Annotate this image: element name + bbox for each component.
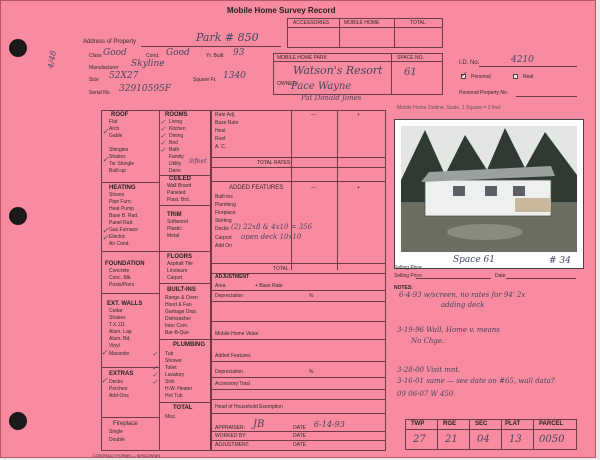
roof-item: Flat: [109, 119, 118, 125]
foundation-item: Conc. Blk.: [109, 275, 132, 281]
parcel-value-sec: 04: [477, 434, 490, 445]
heating-check: ✓: [102, 233, 109, 242]
rate-item: A. C.: [215, 144, 227, 150]
room-item: Dining: [169, 133, 184, 139]
extras-heading: EXTRAS: [109, 371, 134, 377]
adjustment-date-label: DATE: [293, 442, 306, 448]
depreciation2-pct: %: [309, 369, 314, 375]
extras-item: Add-Ons: [109, 393, 129, 399]
room-item: Kitchen: [169, 126, 186, 132]
appraiser-label: APPRAISER:: [215, 425, 246, 431]
parcel-value-plat: 13: [509, 434, 522, 445]
roof-item: Built-up: [109, 168, 126, 174]
heating-item: Gas Furnace: [109, 227, 138, 233]
punch-hole: [9, 207, 27, 225]
note-line: No Chge.: [411, 337, 445, 345]
selling-price-label-1: Selling Price: [394, 265, 422, 271]
extras-item: Porches: [109, 386, 128, 392]
heating-check: ✓: [102, 226, 109, 235]
built-in-item: Garbage Disp.: [165, 309, 198, 315]
plumbing-item: Tub: [165, 351, 174, 357]
carport-note: open deck 10x10: [241, 233, 302, 241]
room-check: ✓: [160, 125, 166, 133]
features-minus: —: [311, 185, 316, 191]
plumbing-item: Hot Tub: [165, 393, 183, 399]
yrbuilt-label: Yr. Built: [206, 53, 224, 59]
rate-minus: —: [311, 112, 316, 118]
feature-item: Add On: [215, 243, 232, 249]
sqft-label: Square Ft.: [193, 77, 217, 83]
real-checkbox[interactable]: [513, 74, 518, 79]
trim-heading: TRIM: [167, 212, 182, 218]
feature-item: Plumbing: [215, 202, 236, 208]
deck-note: (2) 22x8 & 4x10 = 356: [231, 223, 313, 231]
room-item: Utility: [169, 161, 182, 167]
heating-heading: HEATING: [109, 185, 136, 191]
parcel-header-parcel: PARCEL: [539, 421, 564, 427]
roof-heading: ROOF: [111, 112, 129, 118]
foundation-heading: FOUNDATION: [105, 261, 145, 267]
feature-item: Fireplace: [215, 210, 236, 216]
fireplace-item: Double: [109, 437, 125, 443]
worked-by-label: WORKED BY:: [215, 433, 247, 439]
note-line: 09 06-07 W 450: [397, 390, 454, 398]
plumbing-check: ✓: [152, 350, 158, 358]
personal-prop-label: Personal Property No.: [459, 90, 509, 96]
note-line: 3-19-96 Wall, Home v. means: [397, 326, 500, 334]
owner-value: Pace Wayne: [291, 81, 352, 92]
real-label: Real: [523, 74, 534, 80]
feature-item: Skirting: [215, 218, 232, 224]
ceiled-item: Paneled: [167, 190, 186, 196]
punch-hole: [9, 39, 27, 57]
ext-wall-item: Shakes: [109, 315, 126, 321]
rate-plus: +: [357, 112, 360, 118]
roof-check: ✓: [102, 127, 109, 136]
parcel-header-twp: TWP: [411, 421, 425, 427]
depreciation-label: Depreciation: [215, 293, 244, 299]
size-value: 52X27: [109, 71, 139, 81]
ext-wall-item: Cedar: [109, 308, 123, 314]
footer-brand: CONTRACT FORMS — WISCONSIN: [93, 453, 161, 458]
room-item: Bath: [169, 147, 180, 153]
depreciation-pct: %: [309, 293, 314, 299]
worked-date-label: DATE: [293, 433, 306, 439]
total-rates-label: TOTAL RATES: [257, 160, 291, 166]
mfr-value: Skyline: [131, 59, 165, 69]
mobile-home-header: MOBILE HOME: [344, 20, 380, 26]
note-line: adding deck: [441, 301, 485, 309]
serial-value: 32910595F: [119, 84, 172, 94]
rate-item: Heat: [215, 128, 226, 134]
rate-item: Roof: [215, 136, 226, 142]
fireplace-item: Single: [109, 429, 123, 435]
home-photo: [394, 119, 584, 269]
roof-item: Gable: [109, 133, 123, 139]
plumbing-check: ✓: [152, 378, 158, 386]
extras-item: Decks: [109, 379, 123, 385]
class-label: Class: [89, 53, 102, 59]
ext-walls-heading: EXT. WALLS: [107, 301, 143, 307]
base-rate-label: Base Rate: [215, 120, 239, 126]
mh-value-label: Mobile Home Value: [215, 331, 259, 337]
adjustment-label: ADJUSTMENT: [215, 274, 250, 280]
personal-label: Personal: [471, 74, 491, 80]
built-in-item: Dishwasher: [165, 316, 192, 322]
size-label: Size: [89, 77, 99, 83]
total-label: TOTAL: [173, 405, 193, 411]
foundation-item: Posts/Piers: [109, 282, 135, 288]
added-features2-label: Added Features: [215, 353, 251, 359]
owner-value-2: Pat Donald Jones: [301, 94, 362, 102]
class-value: Good: [103, 48, 127, 58]
built-in-item: Bar-B-Que: [165, 330, 189, 336]
ext-wall-item: Vinyl: [109, 343, 120, 349]
room-check: ✓: [160, 118, 166, 126]
rates-total-label: TOTAL: [273, 266, 289, 272]
selling-price-label-2: Selling Price: [394, 273, 422, 279]
yrbuilt-value: 93: [233, 48, 245, 58]
total-header: TOTAL: [410, 20, 426, 26]
plumbing-item: Shower: [165, 358, 182, 364]
address-value: Park # 850: [196, 31, 259, 44]
feature-item: Built-ins: [215, 194, 233, 200]
roof-check: ✓: [102, 155, 109, 164]
ext-wall-item: Alum. Bd.: [109, 336, 131, 342]
roof-item: Arch: [109, 126, 120, 132]
parcel-header-sec: SEC: [475, 421, 488, 427]
room-item: Dens: [169, 168, 181, 174]
plumbing-item: Toilet: [165, 365, 177, 371]
photo-caption: Mobile Home Outline. Scale, 1 Square = 2 feet: [397, 105, 501, 111]
side-note: 4/48: [45, 49, 58, 70]
ext-wall-item: Masonite: [109, 351, 130, 357]
depreciation2-label: Depreciation: [215, 369, 244, 375]
heating-item: Pipe Furn.: [109, 199, 133, 205]
built-in-item: Hood & Fan: [165, 302, 192, 308]
foundation-item: Concrete: [109, 268, 130, 274]
plumbing-heading: PLUMBING: [173, 342, 205, 348]
appraiser-value: JB: [253, 419, 265, 430]
roof-item: Shakes: [109, 154, 126, 160]
room-item: Bed: [169, 140, 178, 146]
check-mark: ✓: [460, 70, 467, 79]
room-check: ✓: [160, 146, 166, 154]
heating-item: Air Cond.: [109, 241, 130, 247]
ceiled-heading: CEILED: [169, 176, 192, 182]
area-label: Area: [215, 283, 226, 289]
floors-item: Linoleum: [167, 268, 188, 274]
floors-item: Carpet: [167, 275, 183, 281]
parcel-header-rge: RGE: [443, 421, 457, 427]
built-ins-heading: BUILT-INS: [167, 287, 196, 293]
space-label: SPACE NO.: [397, 55, 424, 61]
room-check: ✓: [160, 132, 166, 140]
ext-wall-check: ✓: [101, 348, 108, 357]
utility-note: 9/feet: [189, 158, 207, 165]
roof-item: Tar Shingle: [109, 161, 135, 167]
form-title: Mobile Home Survey Record: [227, 6, 336, 15]
punch-hole: [9, 412, 27, 430]
plumbing-check: ✓: [152, 364, 158, 372]
heating-item: Heat Pump: [109, 206, 135, 212]
heating-item: Stoves: [109, 192, 125, 198]
adjustment-sign-label: ADJUSTMENT:: [215, 442, 250, 448]
accessories-header: ACCESSORIES: [293, 20, 330, 26]
plumbing-check: ✓: [152, 371, 158, 379]
base-rate2-label: + Base Rate: [255, 283, 283, 289]
added-features-label: ADDED FEATURES: [229, 185, 284, 191]
heating-item: Base B. Rad.: [109, 213, 139, 219]
features-plus: +: [357, 185, 360, 191]
roof-item: Shingles: [109, 147, 129, 153]
fireplace-heading: Fireplace: [113, 421, 138, 427]
misc-label: Misc.: [165, 414, 177, 420]
park-label: MOBILE HOME PARK: [277, 55, 327, 61]
address-label: Address of Property: [83, 39, 137, 45]
selling-date-label: Date: [495, 273, 506, 279]
note-line: 3-28-00 Visit mnt.: [397, 366, 461, 374]
photo-number: # 34: [549, 256, 571, 266]
id-value: 4210: [511, 55, 534, 65]
head-household-label: Head of Household Exemption: [215, 404, 283, 410]
rate-adj-label: Rate Adj.: [215, 112, 236, 118]
ext-wall-item: Alum. Lap: [109, 329, 132, 335]
floors-heading: FLOORS: [167, 254, 192, 260]
id-label: I.D. No.: [459, 60, 480, 66]
park-value: Watson's Resort: [293, 64, 383, 77]
photo-image: [395, 120, 583, 268]
accessory-total-label: Accessory Total: [215, 381, 250, 387]
note-line: 6-4-93 w/screen, no rates for 94' 2x: [399, 291, 526, 299]
parcel-value-rge: 21: [445, 434, 458, 445]
sqft-value: 1340: [223, 71, 246, 81]
ceiled-item: Plast. Brd.: [167, 197, 191, 203]
heating-item: Panel Rad.: [109, 220, 134, 226]
cond-value: Good: [166, 48, 190, 58]
trim-item: Metal: [167, 233, 180, 239]
appraiser-date-label: DATE: [293, 425, 306, 431]
plumbing-item: Sink: [165, 379, 175, 385]
trim-item: Softwood: [167, 219, 188, 225]
room-item: Family: [169, 154, 184, 160]
feature-item: Decks: [215, 226, 229, 232]
mfr-label: Manufacturer: [89, 65, 119, 71]
room-check: ✓: [160, 139, 166, 147]
appraiser-date-value: 6-14-93: [314, 420, 345, 429]
room-item: Living: [169, 119, 183, 125]
photo-label: Space 61: [453, 255, 495, 265]
parcel-value-twp: 27: [413, 434, 426, 445]
cond-label: Cond.: [146, 53, 160, 59]
built-in-item: Inter Com.: [165, 323, 189, 329]
owner-label: OWNER: [277, 81, 297, 87]
note-line: 3-16-01 same — see date on #65, wall data?: [397, 377, 555, 385]
parcel-value-parcel: 0050: [539, 434, 565, 445]
floors-item: Asphalt Tile: [167, 261, 193, 267]
heating-item: Electric: [109, 234, 126, 240]
rooms-heading: ROOMS: [165, 112, 188, 118]
parcel-header-plat: PLAT: [505, 421, 521, 427]
built-in-item: Range & Oven: [165, 295, 198, 301]
plumbing-item: Lavatory: [165, 372, 185, 378]
space-value: 61: [404, 67, 417, 78]
ext-wall-item: T.X.111: [109, 322, 126, 328]
notes-label: NOTES:: [394, 285, 413, 291]
serial-label: Serial No.: [89, 90, 111, 96]
trim-item: Plastic: [167, 226, 182, 232]
ceiled-item: Wall Board: [167, 183, 192, 189]
plumbing-item: H.W. Heater: [165, 386, 193, 392]
extras-check: ✓: [101, 376, 108, 385]
feature-item: Carport: [215, 235, 232, 241]
